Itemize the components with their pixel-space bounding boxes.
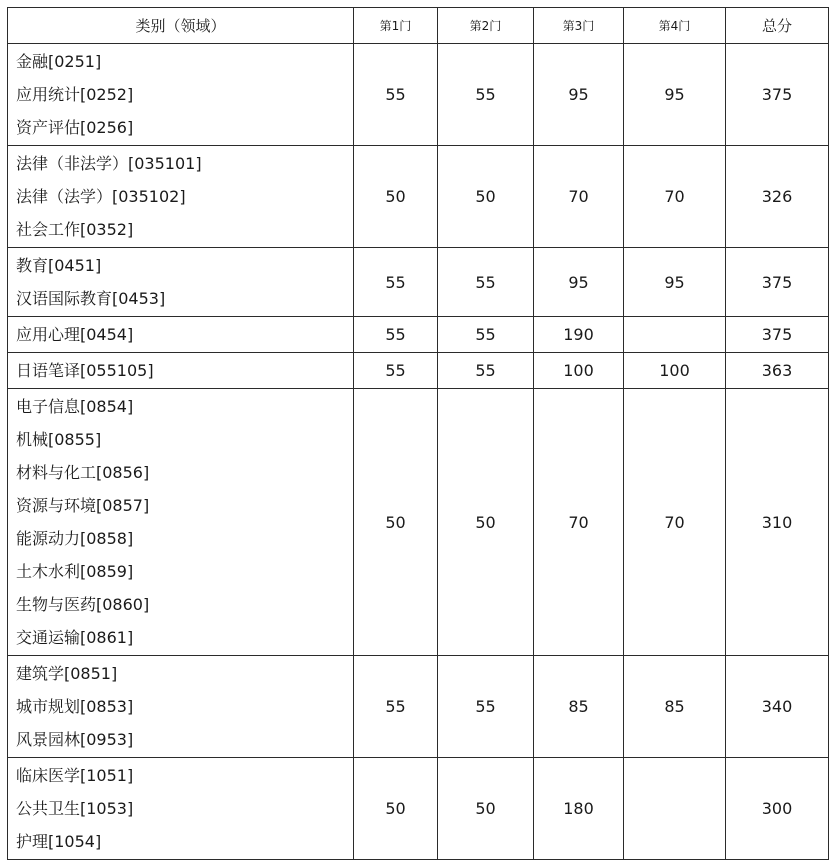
total-score-cell: 363 <box>726 353 829 389</box>
subject4-score-cell: 85 <box>624 656 726 758</box>
category-label: 土木水利[0859] <box>16 562 134 581</box>
subject1-score-cell: 55 <box>354 656 438 758</box>
subject1-score-cell: 55 <box>354 248 438 317</box>
table-row <box>8 248 829 317</box>
subject1-score-cell: 55 <box>354 353 438 389</box>
subject3-score-cell: 95 <box>534 248 624 317</box>
category-label: 护理[1054] <box>16 832 102 851</box>
total-score-cell: 375 <box>726 44 829 146</box>
category-label: 材料与化工[0856] <box>16 463 150 482</box>
subject4-score-cell: 95 <box>624 44 726 146</box>
table-body <box>8 44 829 860</box>
subject4-score-cell: 100 <box>624 353 726 389</box>
category-label: 金融[0251] <box>16 52 102 71</box>
subject2-score-cell: 50 <box>438 146 534 248</box>
category-label: 资产评估[0256] <box>16 118 134 137</box>
total-score-cell: 375 <box>726 248 829 317</box>
subject1-score-cell: 50 <box>354 758 438 860</box>
subject1-score-cell: 55 <box>354 317 438 353</box>
subject3-score-cell: 180 <box>534 758 624 860</box>
subject4-score-cell: 70 <box>624 389 726 656</box>
total-score-cell: 375 <box>726 317 829 353</box>
category-label: 法律（法学）[035102] <box>16 187 186 206</box>
category-label: 交通运输[0861] <box>16 628 134 647</box>
category-label: 建筑学[0851] <box>16 664 118 683</box>
category-label: 临床医学[1051] <box>16 766 134 785</box>
category-label: 能源动力[0858] <box>16 529 134 548</box>
table-row <box>8 656 829 758</box>
subject3-score-cell: 100 <box>534 353 624 389</box>
header-category: 类别（领域） <box>8 8 354 44</box>
category-label: 风景园林[0953] <box>16 730 134 749</box>
total-score-cell: 340 <box>726 656 829 758</box>
subject3-score-cell: 85 <box>534 656 624 758</box>
subject3-score-cell: 190 <box>534 317 624 353</box>
category-cell <box>8 146 354 248</box>
category-label: 资源与环境[0857] <box>16 496 150 515</box>
table-row <box>8 44 829 146</box>
category-label: 教育[0451] <box>16 256 102 275</box>
subject3-score-cell: 70 <box>534 146 624 248</box>
category-label: 电子信息[0854] <box>16 397 134 416</box>
subject2-score-cell: 50 <box>438 389 534 656</box>
table-row <box>8 353 829 389</box>
total-score-cell: 300 <box>726 758 829 860</box>
category-label: 应用心理[0454] <box>16 325 134 344</box>
subject1-score-cell: 55 <box>354 44 438 146</box>
header-subject2: 第2门 <box>438 8 534 44</box>
subject4-score-cell <box>624 317 726 353</box>
header-subject3: 第3门 <box>534 8 624 44</box>
category-cell <box>8 353 354 389</box>
header-subject4: 第4门 <box>624 8 726 44</box>
header-subject1: 第1门 <box>354 8 438 44</box>
subject1-score-cell: 50 <box>354 146 438 248</box>
subject4-score-cell: 95 <box>624 248 726 317</box>
subject3-score-cell: 70 <box>534 389 624 656</box>
category-cell <box>8 317 354 353</box>
subject2-score-cell: 55 <box>438 656 534 758</box>
category-cell <box>8 389 354 656</box>
category-cell <box>8 758 354 860</box>
category-cell <box>8 248 354 317</box>
category-label: 汉语国际教育[0453] <box>16 289 166 308</box>
subject4-score-cell <box>624 758 726 860</box>
table-row <box>8 146 829 248</box>
subject2-score-cell: 55 <box>438 44 534 146</box>
category-label: 城市规划[0853] <box>16 697 134 716</box>
subject2-score-cell: 55 <box>438 248 534 317</box>
category-label: 社会工作[0352] <box>16 220 134 239</box>
header-total: 总分 <box>726 8 829 44</box>
category-label: 机械[0855] <box>16 430 102 449</box>
category-cell <box>8 656 354 758</box>
category-label: 生物与医药[0860] <box>16 595 150 614</box>
header-row <box>8 8 829 44</box>
subject2-score-cell: 50 <box>438 758 534 860</box>
total-score-cell: 326 <box>726 146 829 248</box>
subject2-score-cell: 55 <box>438 353 534 389</box>
category-label: 法律（非法学）[035101] <box>16 154 202 173</box>
subject4-score-cell: 70 <box>624 146 726 248</box>
subject1-score-cell: 50 <box>354 389 438 656</box>
category-cell <box>8 44 354 146</box>
table-row <box>8 317 829 353</box>
table-row <box>8 758 829 860</box>
table-header <box>8 8 829 44</box>
category-label: 日语笔译[055105] <box>16 361 154 380</box>
score-table <box>7 7 829 860</box>
subject2-score-cell: 55 <box>438 317 534 353</box>
category-label: 应用统计[0252] <box>16 85 134 104</box>
total-score-cell: 310 <box>726 389 829 656</box>
table-row <box>8 389 829 656</box>
category-label: 公共卫生[1053] <box>16 799 134 818</box>
subject3-score-cell: 95 <box>534 44 624 146</box>
